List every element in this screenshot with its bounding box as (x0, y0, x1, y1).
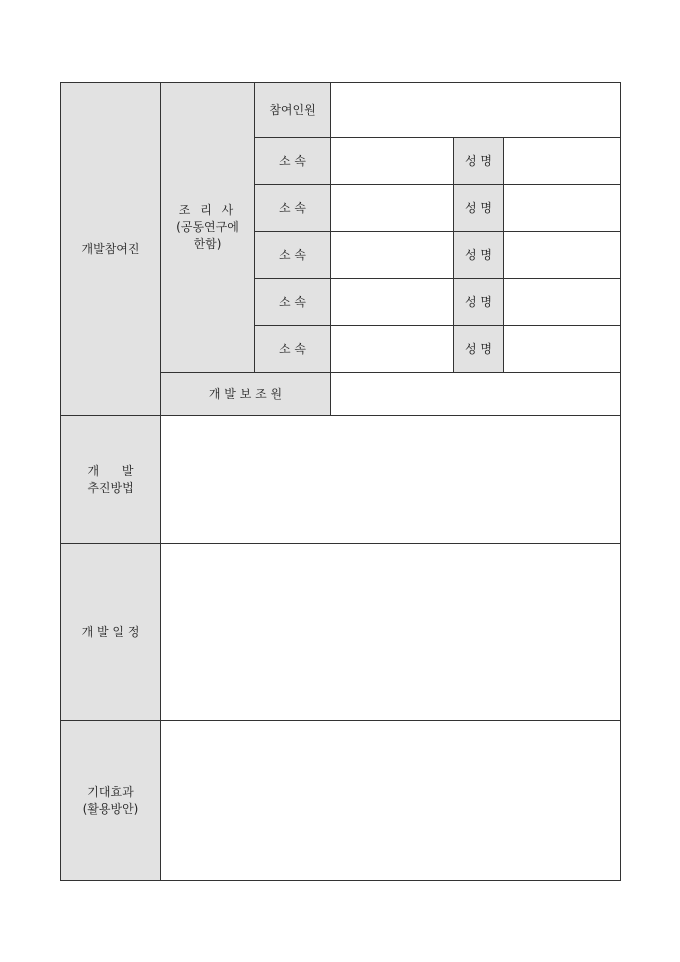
affiliation-field[interactable] (331, 138, 454, 185)
schedule-label: 개 발 일 정 (61, 544, 161, 721)
schedule-field[interactable] (161, 544, 621, 721)
cook-note: (공동연구에 한함) (176, 220, 239, 251)
method-label: 개 발 추진방법 (61, 416, 161, 544)
name-field[interactable] (504, 279, 621, 326)
name-label: 성 명 (454, 138, 504, 185)
assistant-field[interactable] (331, 373, 621, 416)
affiliation-label: 소 속 (255, 138, 331, 185)
affiliation-label: 소 속 (255, 279, 331, 326)
affiliation-label: 소 속 (255, 185, 331, 232)
effect-label: 기대효과 (활용방안) (61, 721, 161, 881)
name-field[interactable] (504, 138, 621, 185)
affiliation-label: 소 속 (255, 232, 331, 279)
affiliation-field[interactable] (331, 185, 454, 232)
name-label: 성 명 (454, 279, 504, 326)
cook-label (161, 83, 255, 373)
name-field[interactable] (504, 232, 621, 279)
effect-field[interactable] (161, 721, 621, 881)
name-field[interactable] (504, 185, 621, 232)
affiliation-field[interactable] (331, 279, 454, 326)
method-field[interactable] (161, 416, 621, 544)
name-label: 성 명 (454, 185, 504, 232)
member-count-field[interactable] (331, 83, 621, 138)
development-form-table (60, 82, 621, 881)
affiliation-label: 소 속 (255, 326, 331, 373)
name-label: 성 명 (454, 232, 504, 279)
cook-title: 조 리 사 (178, 203, 237, 217)
member-count-label: 참여인원 (255, 83, 331, 138)
participants-section-label: 개발참여진 (61, 83, 161, 416)
affiliation-field[interactable] (331, 326, 454, 373)
name-label: 성 명 (454, 326, 504, 373)
assistant-label: 개 발 보 조 원 (161, 373, 331, 416)
affiliation-field[interactable] (331, 232, 454, 279)
name-field[interactable] (504, 326, 621, 373)
